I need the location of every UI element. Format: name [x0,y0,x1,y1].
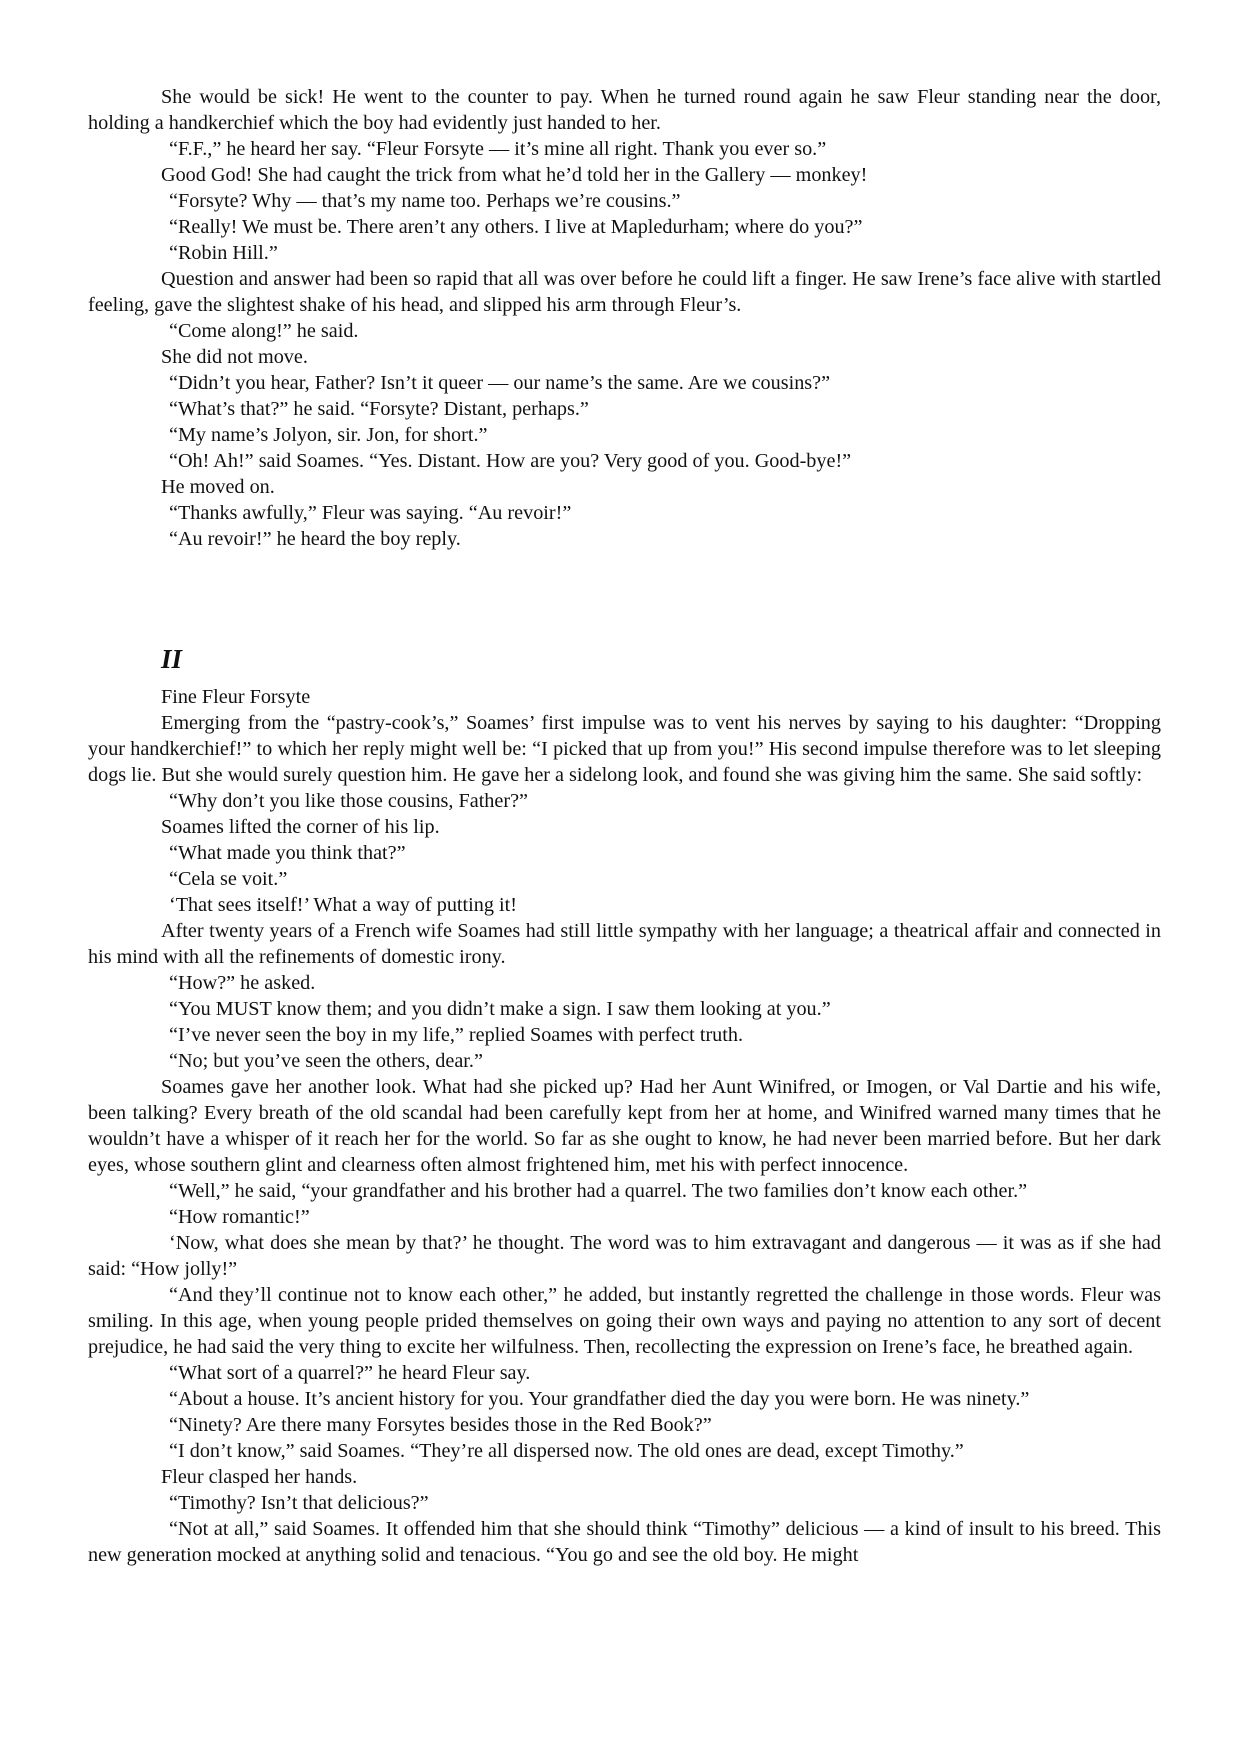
dialogue-paragraph: ‘Now, what does she mean by that?’ he thought. The word was to him extravagant and dangerous — it was as if she had said: “How jolly!” [88,1232,1161,1280]
dialogue-paragraph: “Ninety? Are there many Forsytes besides those in the Red Book?” [169,1414,712,1436]
paragraph: Fleur clasped her hands. [161,1466,358,1488]
paragraph: Good God! She had caught the trick from what he’d told her in the Gallery — monkey! [161,164,868,186]
chapter-body [88,710,1161,1568]
paragraph: After twenty years of a French wife Soames had still little sympathy with her language; a theatrical affair and connected in his mind with all the refinements of domestic irony. [88,920,1161,968]
section-gap [88,552,1161,642]
dialogue-paragraph: “Not at all,” said Soames. It offended him that she should think “Timothy” delicious — a kind of insult to his breed. This new generation mocked at anything solid and tenacious. “You go and see the old boy. He might [88,1518,1161,1566]
book-page [88,84,1161,1568]
dialogue-paragraph: “I’ve never seen the boy in my life,” replied Soames with perfect truth. [169,1024,744,1046]
paragraph: She would be sick! He went to the counter to pay. When he turned round again he saw Fleur standing near the door, holding a handkerchief which the boy had evidently just handed to her. [88,86,1161,134]
paragraph: He moved on. [161,476,275,498]
dialogue-paragraph: “Really! We must be. There aren’t any others. I live at Mapledurham; where do you?” [169,216,863,238]
chapter-title: Fine Fleur Forsyte [161,686,311,708]
dialogue-paragraph: “How romantic!” [169,1206,310,1228]
dialogue-paragraph: “About a house. It’s ancient history for you. Your grandfather died the day you were born. He was ninety.” [169,1388,1030,1410]
dialogue-paragraph: “What made you think that?” [169,842,406,864]
dialogue-paragraph: ‘That sees itself!’ What a way of putting it! [169,894,517,916]
preceding-section [88,84,1161,552]
dialogue-paragraph: “Forsyte? Why — that’s my name too. Perhaps we’re cousins.” [169,190,681,212]
dialogue-paragraph: “Didn’t you hear, Father? Isn’t it queer — our name’s the same. Are we cousins?” [169,372,831,394]
dialogue-paragraph: “Timothy? Isn’t that delicious?” [169,1492,429,1514]
paragraph: Question and answer had been so rapid that all was over before he could lift a finger. He saw Irene’s face alive with startled feeling, gave the slightest shake of his head, and slipped his arm through Fleur’s. [88,268,1161,316]
dialogue-paragraph: “What sort of a quarrel?” he heard Fleur say. [169,1362,531,1384]
paragraph: She did not move. [161,346,308,368]
dialogue-paragraph: “Cela se voit.” [169,868,288,890]
dialogue-paragraph: “Come along!” he said. [169,320,359,342]
paragraph: Soames gave her another look. What had she picked up? Had her Aunt Winifred, or Imogen, or Val Dartie and his wife, been talking? Every breath of the old scandal had been carefully kept from her at home, and Winifred warned many times that he wouldn’t have a whisper of it reach her for the world. So far as she ought to know, he had never been married before. But her dark eyes, whose southern glint and clearness often almost frightened him, met his with perfect innocence. [88,1076,1161,1176]
dialogue-paragraph: “You MUST know them; and you didn’t make a sign. I saw them looking at you.” [169,998,831,1020]
dialogue-paragraph: “Why don’t you like those cousins, Father?” [169,790,528,812]
dialogue-paragraph: “Thanks awfully,” Fleur was saying. “Au revoir!” [169,502,572,524]
dialogue-paragraph: “And they’ll continue not to know each other,” he added, but instantly regretted the challenge in those words. Fleur was smiling. In this age, when young people prided themselves on going their own ways and paying no attention to any sort of decent prejudice, he had said the very thing to excite her wilfulness. Then, recollecting the expression on Irene’s face, he breathed again. [88,1284,1161,1358]
dialogue-paragraph: “Well,” he said, “your grandfather and his brother had a quarrel. The two families don’t know each other.” [169,1180,1028,1202]
dialogue-paragraph: “No; but you’ve seen the others, dear.” [169,1050,483,1072]
dialogue-paragraph: “My name’s Jolyon, sir. Jon, for short.” [169,424,488,446]
dialogue-paragraph: “Oh! Ah!” said Soames. “Yes. Distant. How are you? Very good of you. Good-bye!” [169,450,852,472]
dialogue-paragraph: “I don’t know,” said Soames. “They’re all dispersed now. The old ones are dead, except Timothy.” [169,1440,964,1462]
dialogue-paragraph: “How?” he asked. [169,972,316,994]
dialogue-paragraph: “Au revoir!” he heard the boy reply. [169,528,461,550]
chapter-number: II [161,644,183,674]
paragraph: Emerging from the “pastry-cook’s,” Soames’ first impulse was to vent his nerves by saying to his daughter: “Dropping your handkerchief!” to which her reply might well be: “I picked that up from you!” His second impulse therefore was to let sleeping dogs lie. But she would surely question him. He gave her a sidelong look, and found she was giving him the same. She said softly: [88,712,1161,786]
dialogue-paragraph: “What’s that?” he said. “Forsyte? Distant, perhaps.” [169,398,589,420]
paragraph: Soames lifted the corner of his lip. [161,816,440,838]
dialogue-paragraph: “F.F.,” he heard her say. “Fleur Forsyte — it’s mine all right. Thank you ever so.” [169,138,827,160]
dialogue-paragraph: “Robin Hill.” [169,242,278,264]
